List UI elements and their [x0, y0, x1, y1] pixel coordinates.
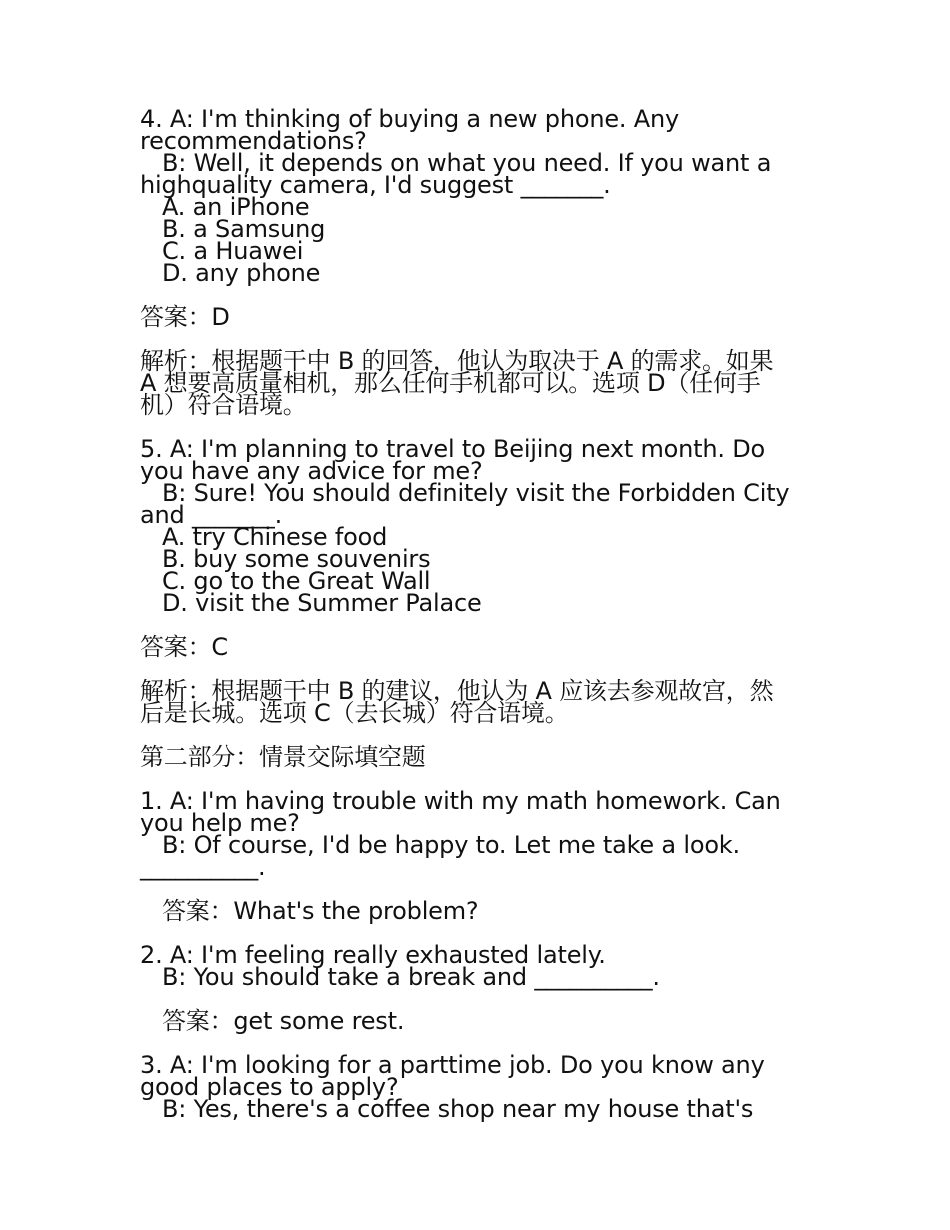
text-line: highquality camera, I'd suggest _______. — [140, 171, 611, 199]
text-line: 答案：D — [140, 303, 230, 331]
text-line: C. a Huawei — [162, 237, 304, 265]
text-line: 解析：根据题干中 B 的建议，他认为 A 应该去参观故宫，然 — [140, 677, 774, 705]
text-line: recommendations? — [140, 127, 367, 155]
text-line: A 想要高质量相机，那么任何手机都可以。选项 D（任何手 — [140, 369, 761, 397]
text-line: A. an iPhone — [162, 193, 310, 221]
text-line: 答案：What's the problem? — [162, 897, 479, 925]
paragraph-gap — [140, 284, 800, 306]
text-line: B: Sure! You should definitely visit the Forbidden City — [162, 479, 790, 507]
text-line: 3. A: I'm looking for a parttime job. Do you know any — [140, 1051, 765, 1079]
text-line: 后是长城。选项 C（去长城）符合语境。 — [140, 699, 569, 727]
text-line: B: Well, it depends on what you need. If you want a — [162, 149, 772, 177]
text-line: and _______. — [140, 501, 283, 529]
text-line: you have any advice for me? — [140, 457, 483, 485]
text-line: good places to apply? — [140, 1073, 399, 1101]
text-line: 第二部分：情景交际填空题 — [140, 743, 426, 771]
text-line: B. a Samsung — [162, 215, 326, 243]
text-line: __________. — [140, 853, 266, 881]
text-line: 4. A: I'm thinking of buying a new phone. Any — [140, 105, 679, 133]
text-line: D. any phone — [162, 259, 321, 287]
text-line: A. try Chinese food — [162, 523, 388, 551]
paragraph-gap — [140, 614, 800, 636]
document-body — [140, 105, 800, 1123]
text-line: 1. A: I'm having trouble with my math homework. Can — [140, 787, 781, 815]
text-line: you help me? — [140, 809, 300, 837]
text-line: 机）符合语境。 — [140, 391, 307, 419]
text-line: B: Of course, I'd be happy to. Let me take a look. — [162, 831, 740, 859]
text-line: B. buy some souvenirs — [162, 545, 431, 573]
text-line: 5. A: I'm planning to travel to Beijing next month. Do — [140, 435, 766, 463]
text-line: 解析：根据题干中 B 的回答，他认为取决于 A 的需求。如果 — [140, 347, 774, 375]
text-line: B: You should take a break and __________. — [162, 963, 660, 991]
text-line: 答案：get some rest. — [162, 1007, 405, 1035]
text-line: 答案：C — [140, 633, 228, 661]
text-line: 2. A: I'm feeling really exhausted lately. — [140, 941, 606, 969]
text-line: C. go to the Great Wall — [162, 567, 431, 595]
text-line: B: Yes, there's a coffee shop near my house that's — [162, 1095, 754, 1123]
text-line: D. visit the Summer Palace — [162, 589, 482, 617]
